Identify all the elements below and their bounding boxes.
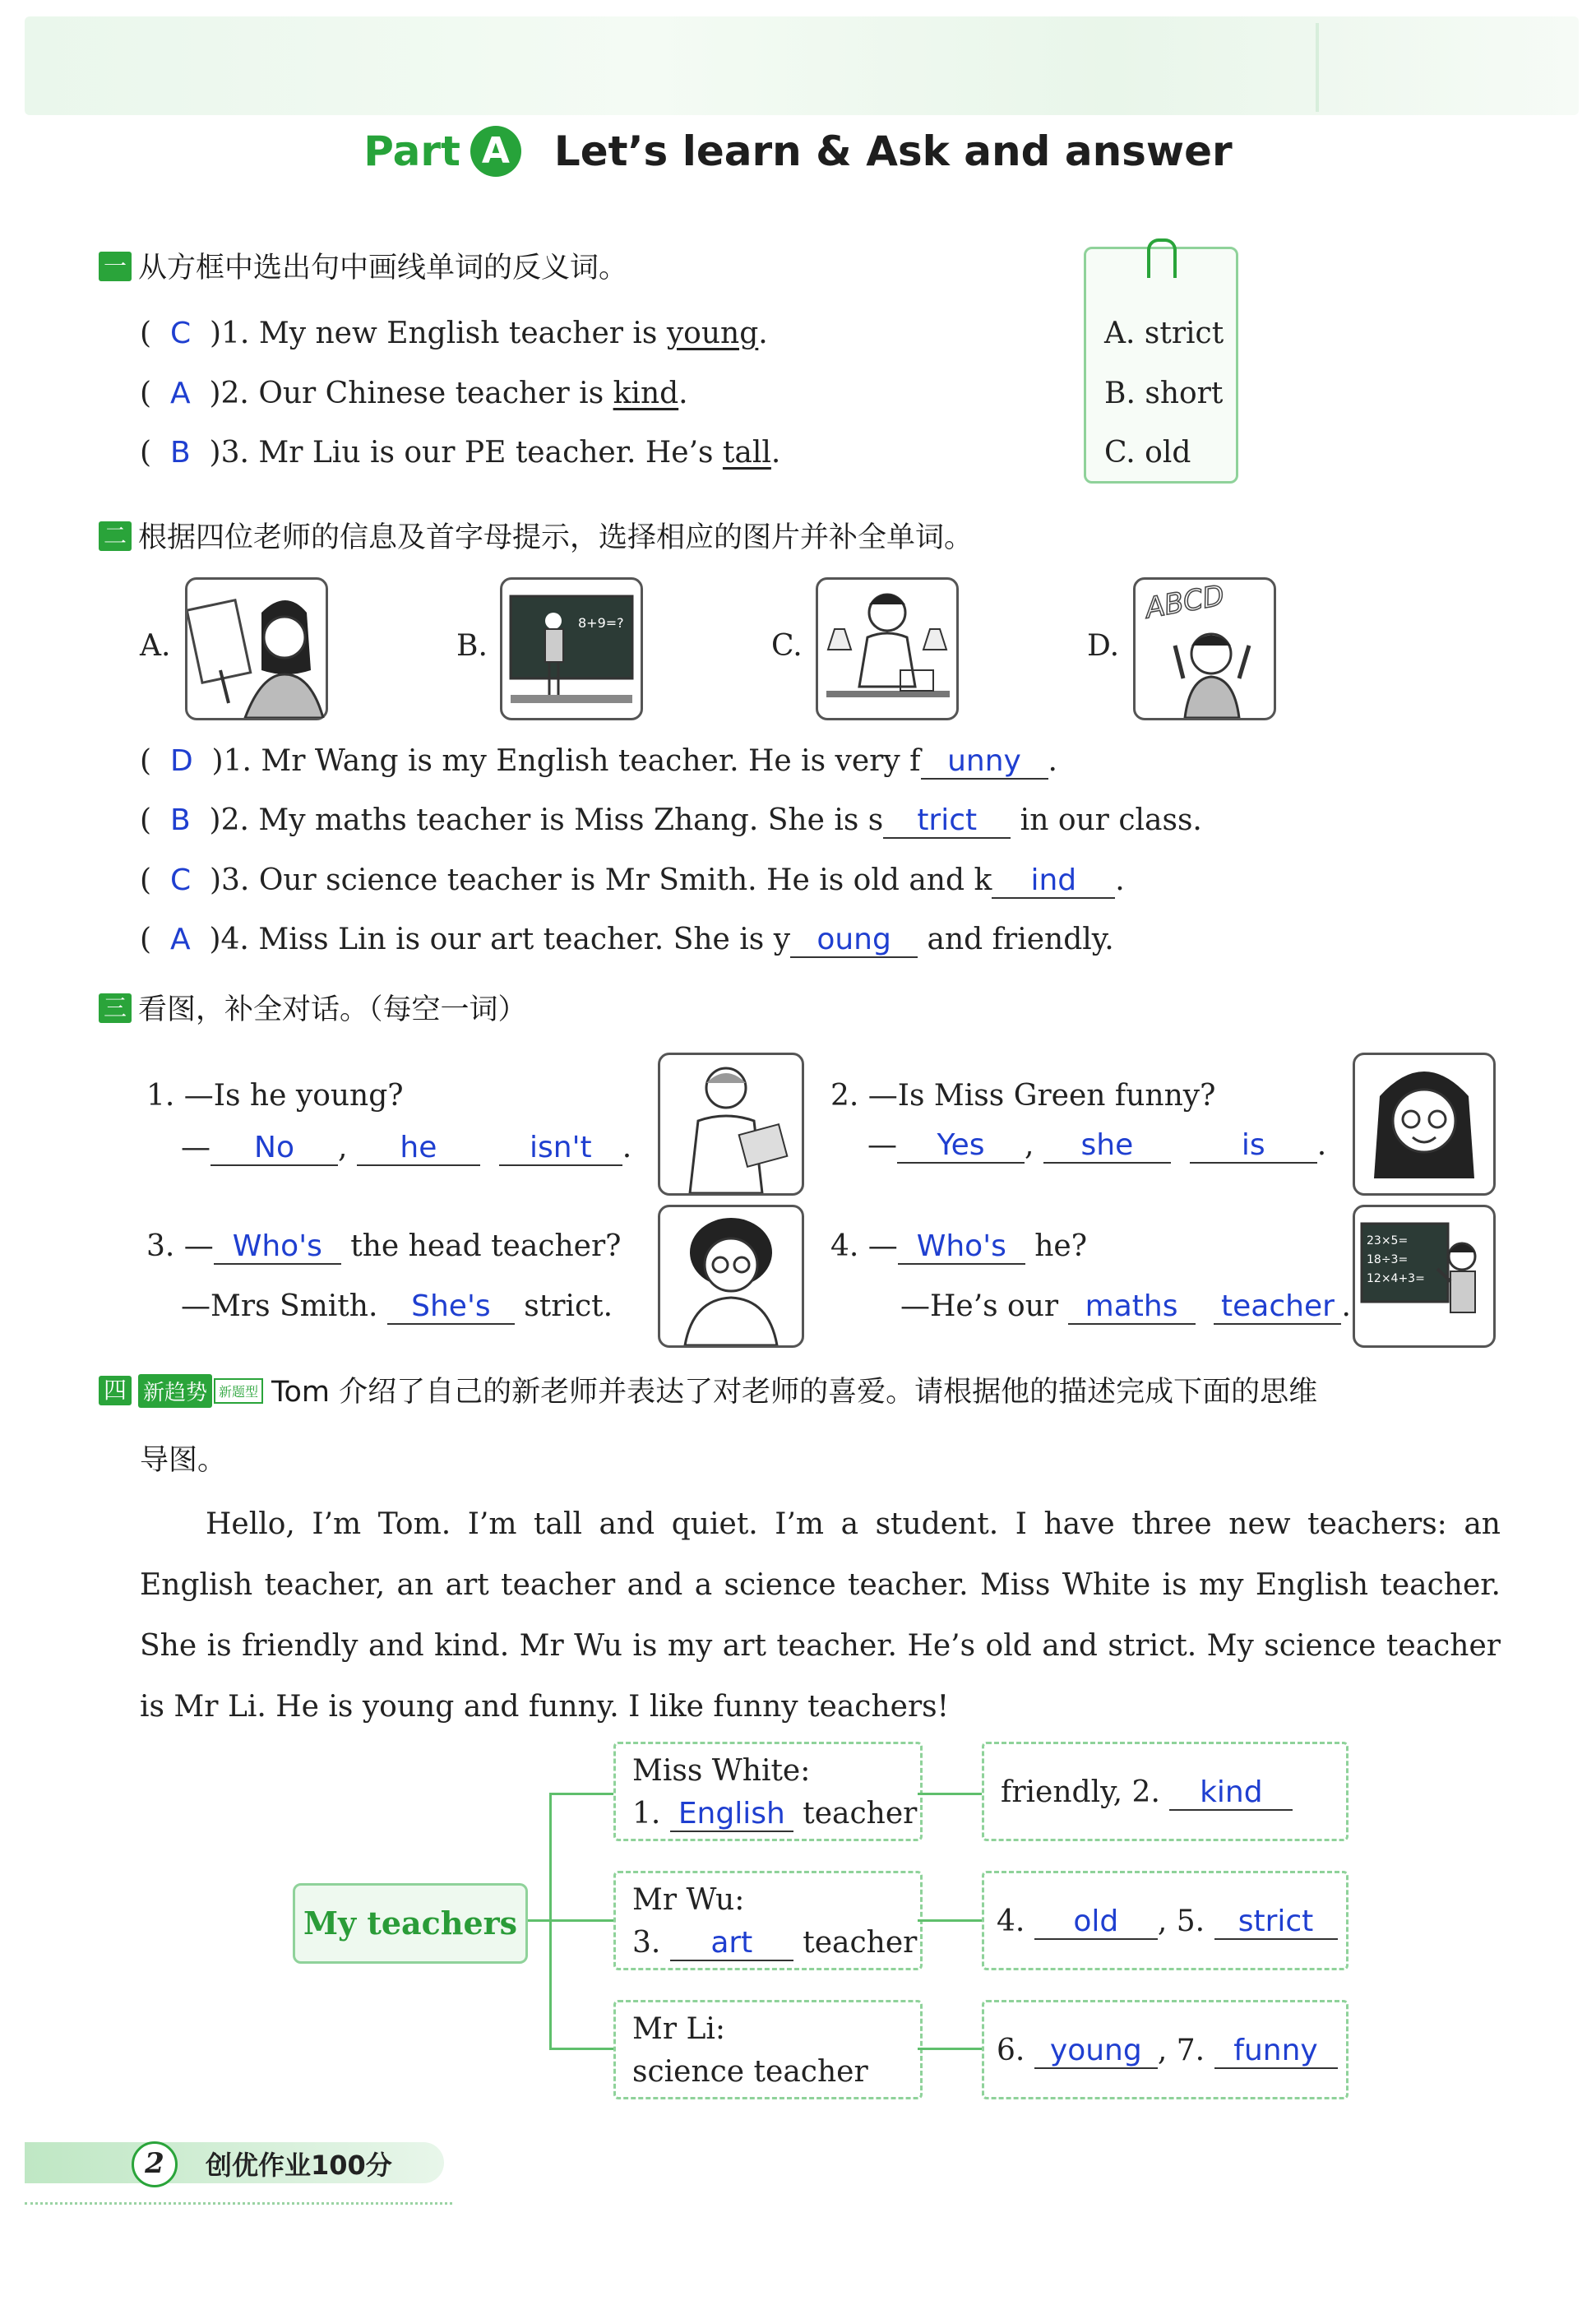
s1-text-2: Our Chinese teacher is bbox=[258, 377, 613, 410]
mindmap-blank-6[interactable]: young bbox=[1034, 2034, 1158, 2069]
s2-letter-1: f bbox=[909, 744, 921, 778]
page-title bbox=[0, 127, 1596, 180]
s3-q2-answer bbox=[867, 1128, 1326, 1164]
mrs-smith-illustration bbox=[660, 1207, 802, 1345]
section1-heading bbox=[99, 245, 627, 286]
science-teacher-illustration bbox=[818, 580, 956, 718]
abc-text: ABCD bbox=[1142, 580, 1227, 626]
lesson-title: Let’s learn & Ask and answer bbox=[553, 127, 1233, 175]
s3-q4-blank-2[interactable]: maths bbox=[1068, 1289, 1196, 1325]
s2-item-4: ( A )4. Miss Lin is our art teacher. She is y oung and friendly. bbox=[140, 923, 1114, 956]
s3-q1-blank-3[interactable]: isn't bbox=[499, 1131, 622, 1166]
footer-dots bbox=[25, 2194, 452, 2205]
s3-q2-blank-3[interactable]: is bbox=[1190, 1128, 1317, 1164]
mindmap-white-box bbox=[613, 1742, 923, 1841]
section2-instruction: 根据四位老师的信息及首字母提示，选择相应的图片并补全单词。 bbox=[138, 521, 974, 554]
s3-q4-answer-prefix: —He’s our bbox=[900, 1289, 1059, 1323]
s1-text-1: My new English teacher is bbox=[258, 317, 667, 350]
s3-q3-answer-prefix: —Mrs Smith. bbox=[181, 1289, 378, 1323]
mindmap-li-traits bbox=[982, 2000, 1349, 2099]
s1-answer-2[interactable]: A bbox=[169, 377, 191, 410]
s3-q4-prefix: 4. — bbox=[830, 1229, 898, 1263]
mindmap-li-box bbox=[613, 2000, 923, 2099]
section4-number: 四 bbox=[99, 1376, 132, 1405]
s1-num-2: 2. bbox=[220, 377, 249, 410]
s1-underlined-2: kind bbox=[613, 377, 679, 410]
white-traits-text bbox=[1001, 1775, 1293, 1811]
part-letter-badge: A bbox=[470, 126, 521, 177]
s2-text-3: Our science teacher is Mr Smith. He is old and bbox=[258, 863, 974, 897]
s3-q1-blank-2[interactable]: he bbox=[357, 1131, 480, 1166]
old-man-illustration bbox=[660, 1055, 802, 1193]
connector-white bbox=[549, 1793, 613, 1795]
li-name: Mr Li: bbox=[632, 2012, 726, 2046]
s2-answer-1[interactable]: D bbox=[169, 744, 193, 778]
li-n7: , 7. bbox=[1157, 2034, 1205, 2067]
s2-text-4: Miss Lin is our art teacher. She is bbox=[258, 923, 774, 956]
mindmap-blank-2[interactable]: kind bbox=[1169, 1775, 1293, 1811]
s3-q3-blank-2[interactable]: She's bbox=[387, 1289, 515, 1325]
picture-a-art-teacher bbox=[185, 577, 328, 720]
picture-old-man bbox=[658, 1053, 804, 1196]
wu-job bbox=[632, 1926, 917, 1961]
header-banner bbox=[25, 16, 1579, 115]
pic-label-a: A. bbox=[140, 629, 171, 663]
board-line-2: 18÷3= bbox=[1367, 1253, 1409, 1266]
section2-heading bbox=[99, 515, 973, 556]
connector-white-traits bbox=[918, 1793, 982, 1795]
s3-q4-blank-1[interactable]: Who's bbox=[898, 1229, 1025, 1265]
s3-q4-end: . bbox=[1341, 1289, 1351, 1323]
board-line-3: 12×4+3= bbox=[1367, 1272, 1425, 1285]
mindmap-blank-4[interactable]: old bbox=[1034, 1905, 1158, 1940]
s3-q3-prefix: 3. — bbox=[146, 1229, 214, 1263]
picture-b-maths-teacher bbox=[500, 577, 643, 720]
s3-q2-end: . bbox=[1316, 1128, 1327, 1162]
s1-end-3: . bbox=[770, 436, 781, 470]
mindmap-blank-3[interactable]: art bbox=[670, 1926, 793, 1961]
s2-blank-3[interactable]: ind bbox=[992, 863, 1115, 899]
s1-underlined-3: tall bbox=[722, 436, 771, 470]
new-type-badge: 新题型 bbox=[214, 1378, 263, 1404]
s3-q1-comma: , bbox=[338, 1131, 348, 1164]
s3-q2-blank-2[interactable]: she bbox=[1043, 1128, 1171, 1164]
s3-q2-dash: — bbox=[867, 1128, 897, 1162]
s1-end-2: . bbox=[678, 377, 688, 410]
s3-q4-blank-3[interactable]: teacher bbox=[1214, 1289, 1341, 1325]
s3-q4-answer bbox=[900, 1289, 1351, 1325]
s2-end-4: and friendly. bbox=[918, 923, 1114, 956]
s2-end-1: . bbox=[1048, 744, 1057, 778]
s3-q2-comma: , bbox=[1025, 1128, 1034, 1162]
s3-q3-blank-1[interactable]: Who's bbox=[214, 1229, 341, 1265]
s2-answer-4[interactable]: A bbox=[169, 923, 191, 956]
funny-teacher-illustration bbox=[1136, 580, 1274, 718]
section3-number: 三 bbox=[99, 993, 132, 1023]
s1-text-3: Mr Liu is our PE teacher. He’s bbox=[258, 436, 723, 470]
white-after: teacher bbox=[793, 1797, 918, 1831]
maths-board-illustration bbox=[1355, 1207, 1493, 1345]
section3-instruction: 看图，补全对话。（每空一词） bbox=[138, 993, 527, 1026]
s3-q3-answer bbox=[181, 1289, 613, 1325]
option-c: C. old bbox=[1104, 436, 1191, 470]
option-b: B. short bbox=[1104, 377, 1224, 410]
connector-li bbox=[549, 2048, 613, 2050]
picture-c-science-teacher bbox=[816, 577, 959, 720]
pic-label-c: C. bbox=[771, 629, 803, 663]
trend-badge: 新趋势 bbox=[138, 1374, 212, 1408]
s3-q3-text: the head teacher? bbox=[340, 1229, 622, 1263]
mindmap-wu-traits bbox=[982, 1871, 1349, 1970]
option-a: A. strict bbox=[1104, 317, 1224, 350]
connector-wu bbox=[549, 1919, 613, 1922]
s3-q4-text: he? bbox=[1025, 1229, 1088, 1263]
s3-q1-question: 1. —Is he young? bbox=[146, 1079, 404, 1113]
li-n6: 6. bbox=[997, 2034, 1025, 2067]
clip-icon bbox=[1147, 238, 1177, 278]
s3-q1-answer bbox=[181, 1131, 631, 1166]
li-job: science teacher bbox=[632, 2055, 868, 2089]
s2-letter-3: k bbox=[974, 863, 992, 897]
board-text: 8+9=? bbox=[578, 615, 624, 631]
white-traits-prefix: friendly, 2. bbox=[1001, 1775, 1160, 1809]
s2-letter-2: s bbox=[867, 803, 884, 837]
mindmap-blank-5[interactable]: strict bbox=[1214, 1905, 1338, 1940]
section4-instruction-cont: 导图。 bbox=[140, 1444, 227, 1477]
mindmap-blank-7[interactable]: funny bbox=[1214, 2034, 1338, 2069]
s1-item-2: ( A )2. Our Chinese teacher is kind. bbox=[140, 377, 688, 410]
s1-end-1: . bbox=[758, 317, 768, 350]
s1-underlined-1: young bbox=[666, 317, 759, 350]
s2-num-2: 2. bbox=[220, 803, 249, 837]
pic-label-b: B. bbox=[456, 629, 488, 663]
s2-item-1: ( D )1. Mr Wang is my English teacher. He is very f unny . bbox=[140, 744, 1057, 778]
white-num: 1. bbox=[632, 1797, 661, 1831]
s2-num-1: 1. bbox=[223, 744, 252, 778]
mindmap-wu-box bbox=[613, 1871, 923, 1970]
s2-answer-2[interactable]: B bbox=[169, 803, 191, 837]
art-teacher-illustration bbox=[187, 580, 326, 718]
section4-instruction: Tom 介绍了自己的新老师并表达了对老师的喜爱。请根据他的描述完成下面的思维 bbox=[271, 1376, 1318, 1409]
s3-q1-dash: — bbox=[181, 1131, 210, 1164]
s1-item-3: ( B )3. Mr Liu is our PE teacher. He’s tall. bbox=[140, 436, 781, 470]
s2-item-3: ( C )3. Our science teacher is Mr Smith. He is old and k ind . bbox=[140, 863, 1125, 897]
mindmap-root: My teachers bbox=[293, 1883, 528, 1964]
blackboard-teacher-illustration bbox=[502, 580, 641, 718]
s2-answer-3[interactable]: C bbox=[169, 863, 192, 897]
white-job bbox=[632, 1797, 917, 1832]
s2-blank-4[interactable]: oung bbox=[790, 923, 918, 958]
s3-q1-blank-1[interactable]: No bbox=[210, 1131, 338, 1166]
banner-divider bbox=[1316, 23, 1319, 112]
s3-q4-question bbox=[830, 1229, 1087, 1265]
picture-d-english-teacher bbox=[1133, 577, 1276, 720]
page-number: 2 bbox=[132, 2141, 178, 2187]
s2-num-3: 3. bbox=[221, 863, 250, 897]
section1-instruction: 从方框中选出句中画线单词的反义词。 bbox=[138, 252, 628, 285]
s2-text-2: My maths teacher is Miss Zhang. She is bbox=[258, 803, 868, 837]
s2-num-4: 4. bbox=[220, 923, 249, 956]
s3-q3-question bbox=[146, 1229, 621, 1265]
mindmap-white-traits bbox=[982, 1742, 1349, 1841]
book-title: 创优作业100分 bbox=[206, 2150, 392, 2181]
s2-text-1: Mr Wang is my English teacher. He is very bbox=[261, 744, 910, 778]
s1-num-1: 1. bbox=[221, 317, 250, 350]
s2-blank-1[interactable]: unny bbox=[921, 744, 1048, 780]
s3-q2-blank-1[interactable]: Yes bbox=[897, 1128, 1025, 1164]
li-traits-text bbox=[997, 2034, 1338, 2069]
section4-heading bbox=[99, 1369, 1317, 1410]
s1-answer-1[interactable]: C bbox=[169, 317, 192, 350]
mindmap-blank-1[interactable]: English bbox=[670, 1797, 793, 1832]
picture-miss-green bbox=[1353, 1053, 1496, 1196]
pic-label-d: D. bbox=[1087, 629, 1120, 663]
s1-num-3: 3. bbox=[220, 436, 249, 470]
reading-passage: Hello, I’m Tom. I’m tall and quiet. I’m a student. I have three new teachers: an English teacher, an art teacher and a science teacher. Miss White is my English teacher. She is friendly and kind. Mr Wu is my art teacher. He’s old and strict. My science teacher is Mr Li. He is young and funny. I like funny teachers! bbox=[140, 1507, 1501, 1724]
wu-traits-text bbox=[997, 1905, 1338, 1940]
board-line-1: 23×5= bbox=[1367, 1234, 1409, 1247]
wu-n4: 4. bbox=[997, 1905, 1025, 1938]
s2-blank-2[interactable]: trict bbox=[883, 803, 1011, 839]
miss-green-illustration bbox=[1355, 1055, 1493, 1193]
s2-end-2: in our class. bbox=[1011, 803, 1202, 837]
wu-num: 3. bbox=[632, 1926, 661, 1960]
connector-li-traits bbox=[918, 2048, 982, 2050]
section2-number: 二 bbox=[99, 521, 132, 551]
s1-answer-3[interactable]: B bbox=[169, 436, 191, 470]
connector-wu-traits bbox=[918, 1919, 982, 1922]
section3-heading bbox=[99, 987, 527, 1028]
wu-after: teacher bbox=[793, 1926, 918, 1960]
s3-q2-question: 2. —Is Miss Green funny? bbox=[830, 1079, 1216, 1113]
picture-maths-teacher-board bbox=[1353, 1205, 1496, 1348]
s2-end-3: . bbox=[1115, 863, 1125, 897]
s3-q1-end: . bbox=[622, 1131, 632, 1164]
white-name: Miss White: bbox=[632, 1754, 811, 1788]
s2-letter-4: y bbox=[773, 923, 791, 956]
part-label: Part bbox=[363, 127, 460, 175]
s1-item-1: ( C )1. My new English teacher is young. bbox=[140, 317, 768, 350]
s2-item-2: ( B )2. My maths teacher is Miss Zhang. She is s trict in our class. bbox=[140, 803, 1202, 837]
wu-name: Mr Wu: bbox=[632, 1883, 745, 1917]
s3-q3-answer-end: strict. bbox=[514, 1289, 613, 1323]
wu-n5: , 5. bbox=[1157, 1905, 1205, 1938]
picture-mrs-smith bbox=[658, 1205, 804, 1348]
section1-number: 一 bbox=[99, 252, 132, 281]
